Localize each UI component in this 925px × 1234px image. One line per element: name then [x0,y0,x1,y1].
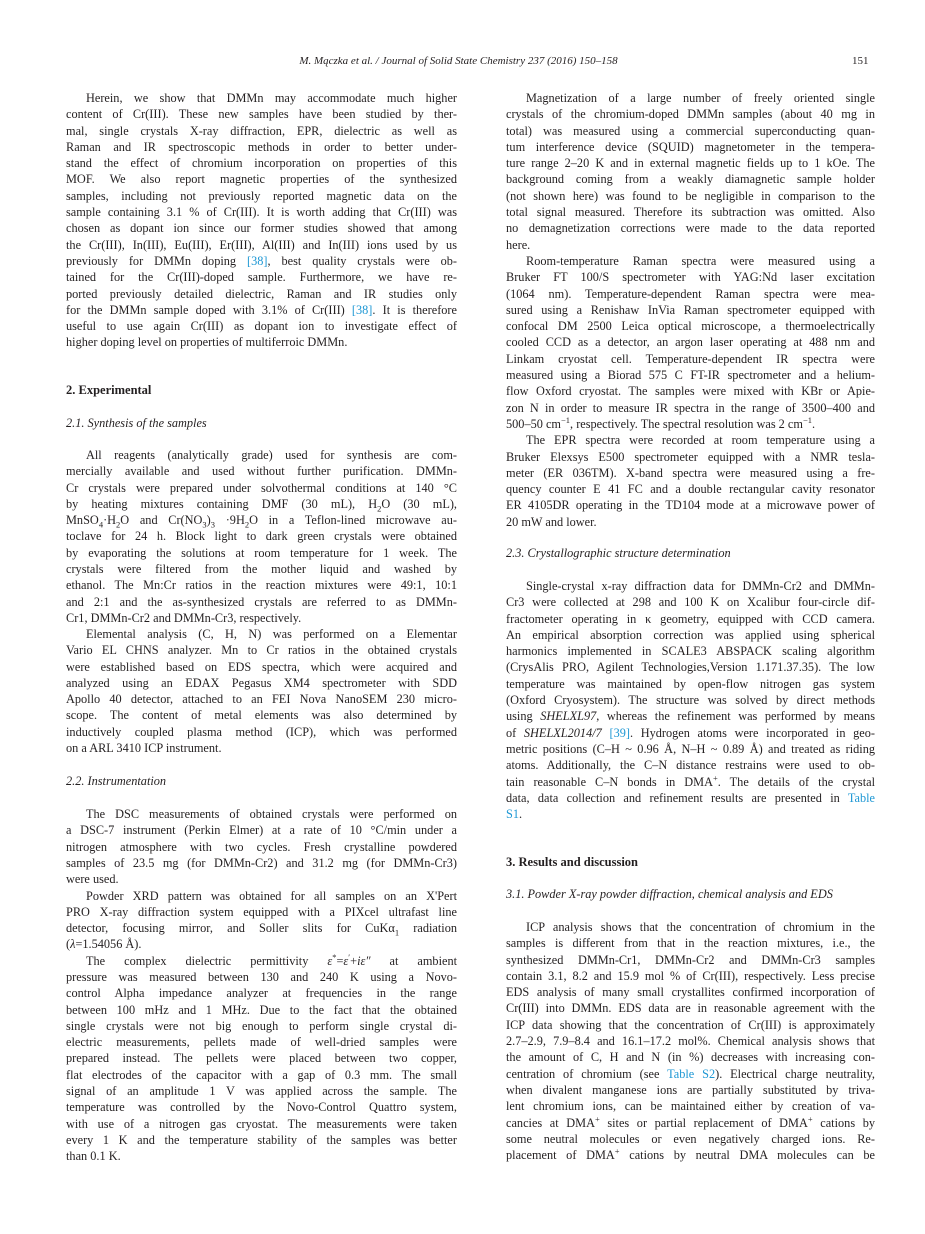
text-line [506,806,875,822]
reference-link[interactable]: [39] [609,725,630,740]
text-run: previously for DMMn doping [66,253,247,268]
text-line [66,642,457,658]
text-run: quency counter E 41 FC and a double rectangular cavity resonator [506,482,875,497]
text-line [506,1147,875,1163]
text-run: The EPR spectra were recorded at room temperature using a [526,433,875,448]
paragraph-synthesis [66,447,457,626]
text-run: no demagnetization corrections were made to the data reported [506,221,875,236]
italic-text: λ [70,937,76,952]
text-run: at ambient [370,953,457,968]
subscript: 3 [210,519,216,529]
paragraph-magnetization [506,90,875,253]
text-line [506,741,875,757]
text-line [66,496,457,512]
text-run: =1.54056 Å). [75,937,142,952]
text-run: + [350,953,358,968]
text-run: mercially available and used without further purification. DMMn- [66,464,457,479]
text-line [66,1018,457,1034]
subsection-heading-crystallographic: 2.3. Crystallographic structure determination [506,546,731,560]
reference-link[interactable]: [38] [351,302,373,317]
text-run: electric measurements, pellets made of well-dried samples were [66,1035,457,1050]
subsection-heading-instrumentation: 2.2. Instrumentation [66,774,167,788]
text-run: samples is different from that in the reaction mixtures, i.e., the [506,936,875,951]
text-line [506,449,875,465]
text-run: using [506,709,541,724]
text-line [66,839,457,855]
text-run: O (30 mL), [381,496,457,511]
text-run: cations by [812,1115,875,1130]
text-run: when divalent manganese ions are partially substituted by triva- [506,1082,875,1097]
text-run: the Cr(III), In(III), Eu(III), Er(III), Al(III) and In(III) ions used by us [66,237,457,252]
text-run: Cr1, DMMn-Cr2 and DMMn-Cr3, respectively. [66,610,302,625]
text-run: stand the effect of chromium incorporation on properties of this [66,156,457,171]
text-run: centration of chromium (see [506,1066,668,1081]
text-line [506,676,875,692]
text-run: The DSC measurements of obtained crystals were performed on [86,807,457,821]
text-run: cancies at DMA [506,1115,595,1130]
text-line [506,1017,875,1033]
text-run: O in a Teflon-lined microwave au- [249,513,457,528]
text-run: temperature was maintained by open-flow nitrogen gas system [506,676,875,691]
text-run: pressure was measured between 130 and 240 K using a Novo- [66,969,457,984]
text-line [506,611,875,627]
text-line [66,707,457,723]
text-line [66,871,457,887]
text-line [66,936,457,952]
text-line [506,725,875,741]
text-run: background coming from a weakly diamagnetic sample holder [506,172,875,187]
text-line [506,514,875,530]
text-line [66,610,457,626]
text-run: placement of DMA [506,1148,615,1163]
text-run: for the DMMn sample doped with 3.1% of Cr(III) [66,302,352,317]
text-run: (not shown here) was found to be negligible in comparison to the [506,188,875,203]
text-run: Cr(III) into DMMn. EDS data are in reasonable agreement with the [506,1001,875,1016]
text-run: cooled CCD as a detector, an argon laser operating at 488 nm and [506,335,875,350]
text-run: measured using a Biorad 575 C FT-IR spectrometer and a helium- [506,368,875,383]
text-run: EDS analysis of many small crystallites confirmed incorporation of [506,985,875,1000]
text-run: , whereas the refinement was performed by means [596,709,875,724]
text-line [66,334,457,350]
italic-text: iε″ [357,953,371,968]
text-run: prepared instead. The pellets were placed between two copper, [66,1051,457,1066]
paragraph-epr [506,432,875,530]
text-run: scope. The content of metal elements was also determined by [66,708,457,723]
text-line [66,269,457,285]
text-line [506,1049,875,1065]
paragraph-intro [66,90,457,351]
text-run: every 1 K and the temperature stability of the samples was better [66,1132,457,1147]
text-line [66,220,457,236]
text-line [506,351,875,367]
text-run: Cr3 were collected at 298 and 100 K on Xcalibur four-circle dif- [506,595,875,610]
text-run: O and Cr(NO [120,513,203,528]
text-run: were used. [66,872,119,887]
text-run: Bruker Elexsys E500 spectrometer equipped with a NMR tesla- [506,449,875,464]
text-line [506,155,875,171]
text-run: a DSC-7 instrument (Perkin Elmer) at a rate of 10 °C/min under a [66,823,457,838]
superscript: * [332,952,337,962]
text-run: tain reasonable C–N bonds in DMA [506,774,713,789]
text-line [506,188,875,204]
text-line [66,724,457,740]
reference-link[interactable]: Table S2 [667,1066,716,1081]
text-run: cations by neutral DMA molecules can be [619,1148,875,1163]
text-line [506,497,875,513]
text-line [66,1067,457,1083]
superscript: −1 [802,415,812,425]
text-line [506,952,875,968]
text-run: here. [506,237,531,252]
text-line [506,334,875,350]
text-line [506,253,875,269]
paragraph-xrd [66,888,457,953]
text-line [66,318,457,334]
text-run: temperature was controlled by the Novo-Control Quattro system, [66,1100,457,1115]
text-run: signal of an amplitude 1 V was applied across the sample. The [66,1084,457,1099]
text-line [66,253,457,269]
text-line [66,594,457,610]
reference-link[interactable]: S1 [506,807,519,822]
text-run: sured using a Renishaw InVia Raman spectrometer equipped with [506,302,875,317]
text-run: Vario EL CHNS analyzer. Mn to Cr ratios in the obtained crystals [66,643,457,658]
paragraph-crystallographic [506,578,875,822]
text-run: Raman and IR spectroscopic methods in order to better under- [66,139,457,154]
text-run: were established based on EDS spectra, which were acquired and [66,659,457,674]
text-run: Magnetization of a large number of freely oriented single [526,91,875,105]
text-run: ER 4105DR operating in the TD104 mode at a microwave power of [506,498,875,513]
text-line [66,888,457,904]
subscript: 2 [116,519,121,529]
text-line [66,985,457,1001]
text-line [506,659,875,675]
text-line [506,220,875,236]
text-run: ). Electrical charge neutrality, [715,1066,875,1081]
text-line [506,935,875,951]
text-run: tum interference device (SQUID) magnetometer in the tempera- [506,139,875,154]
text-line [66,528,457,544]
text-run: and 2:1 and the as-synthesized crystals are referred to as DMMn- [66,594,457,609]
text-run: inductively coupled plasma method (ICP), which was performed [66,724,457,739]
paragraph-dsc [66,806,457,887]
text-run: MOF. We also report magnetic properties of the synthesized [66,172,457,187]
text-run: ported previously detailed dielectric, Raman and IR studies only [66,286,457,301]
text-run: . Hydrogen atoms were incorporated in geo- [629,725,875,740]
text-line [66,855,457,871]
text-run: 20 mW and lower. [506,514,597,529]
text-run: metric positions (C–H ~ 0.96 Å, N–H ~ 0.89 Å) and treated as riding [506,741,875,756]
text-line [66,806,457,822]
text-run: content of Cr(III). These new samples have been studied by ther- [66,107,457,122]
text-run: between 100 mHz and 1 MHz. Due to the fact that the obtained [66,1002,457,1017]
text-run: . The details of the crystal [717,774,875,789]
text-line [66,90,457,106]
text-run: by heating mixtures containing DMF (30 mL), H [66,496,378,511]
text-run: An empirical absorption correction was applied using spherical [506,627,875,642]
text-line [506,204,875,220]
text-line [66,626,457,642]
text-run: total) was measured using a commercial superconducting quan- [506,123,875,138]
text-line [506,123,875,139]
text-line [506,286,875,302]
text-run: (CrysAlis PRO, Agilent Technologies,Version 1.171.37.35). The low [506,660,875,675]
text-line [66,188,457,204]
text-run: . [519,807,523,822]
page-number: 151 [852,55,869,67]
text-run: ethanol. The Mn:Cr ratios in the reaction mixtures were 49:1, 10:1 [66,578,457,593]
text-run: tained for the Cr(III)-doped sample. Furthermore, we have re- [66,270,457,285]
subscript: 1 [394,927,400,937]
text-run: Elemental analysis (C, H, N) was performed on a Elementar [86,627,457,641]
subscript: 2 [377,503,382,513]
superscript: + [594,1114,600,1124]
text-line [506,432,875,448]
text-line [506,578,875,594]
text-run: ture range 2–20 K and in external magnetic fields up to 1 kOe. The [506,156,875,171]
text-line [506,919,875,935]
text-line [66,286,457,302]
text-line [506,139,875,155]
text-line [66,1116,457,1132]
text-line [506,1082,875,1098]
paragraph-raman [506,253,875,432]
text-line [506,269,875,285]
text-run: Room-temperature Raman spectra were measured using a [526,254,875,268]
text-line [506,757,875,773]
text-line [506,481,875,497]
text-line [506,968,875,984]
text-line [66,1002,457,1018]
text-run: , respectively. The spectral resolution was 2 cm [570,416,803,431]
text-run: (1064 nm). Temperature-dependent Raman spectra were mea- [506,286,875,301]
text-line [506,594,875,610]
subsection-heading-powder-xrd: 3.1. Powder X-ray powder diffraction, chemical analysis and EDS [506,887,833,901]
text-line [506,1000,875,1016]
text-run: atoms. Additionally, the C–N distance restrains were used to ob- [506,758,875,773]
text-run: of [506,725,524,740]
text-line [66,953,457,969]
text-run: The complex dielectric permittivity [86,953,328,968]
text-run: sites or partial replacement of DMA [599,1115,808,1130]
italic-text: ε [327,953,333,968]
text-run: ) [206,513,211,528]
text-run: toclave for 24 h. Block light to dark green crystals were obtained [66,529,457,544]
text-run: synthesized DMMn-Cr1, DMMn-Cr2 and DMMn-Cr3 samples [506,952,875,967]
reference-link[interactable]: Table [847,790,875,805]
text-line [506,627,875,643]
text-line [506,90,875,106]
subscript: 3 [202,519,207,529]
text-line [506,1033,875,1049]
text-run: analyzed using an EDAX Pegasus XM4 spectrometer with SDD [66,675,457,690]
text-run: total signal measured. Therefore its subtraction was omitted. Also [506,205,875,220]
text-run: Bruker FT 100/S spectrometer with YAG:Nd laser excitation [506,270,875,285]
text-run: (Oxford Cryosystem). The structure was solved by direct methods [506,693,875,708]
text-line [506,1098,875,1114]
paragraph-elemental-analysis [66,626,457,756]
text-line [506,984,875,1000]
text-line [66,155,457,171]
text-run: Powder XRD pattern was obtained for all samples on an X'Pert [86,888,457,903]
text-run: , best quality crystals were ob- [267,253,457,268]
text-run: ICP data showing that the concentration of Cr(III) is approximately [506,1017,875,1032]
text-run: control Alpha impedance analyzer at frequencies in the range [66,986,457,1001]
text-line [66,659,457,675]
text-line [506,692,875,708]
text-run: harmonics implemented in SCALE3 ABSPACK scaling algorithm [506,644,875,659]
text-run: ·H [103,513,117,528]
subscript: 4 [98,519,104,529]
text-run: MnSO [66,513,99,528]
running-header [0,55,925,67]
superscript: −1 [561,415,571,425]
text-run: zon N in order to measure IR spectra in the range of 3500–400 and [506,400,875,415]
text-run: crystals were filtered from the mother liquid and washed by [66,562,457,577]
text-run: Cr crystals were prepared under solvothermal conditions at 140 °C [66,480,457,495]
text-run: single crystals were not big enough to perform single crystal di- [66,1018,457,1033]
text-run: lent chromium ions, can be maintained either by creation of va- [506,1099,875,1114]
text-line [506,416,875,432]
text-run: radiation [399,921,457,936]
superscript: ′ [348,952,351,962]
text-run: mal, single crystals X-ray diffraction, EPR, dielectric as well as [66,123,457,138]
text-line [506,237,875,253]
text-line [506,171,875,187]
text-run: 500–50 cm [506,416,561,431]
text-line [66,1099,457,1115]
text-line [66,1148,457,1164]
text-run: fractometer operating in κ geometry, equipped with CCD camera. [506,611,875,626]
text-line [66,237,457,253]
text-run: Single-crystal x-ray diffraction data for DMMn-Cr2 and DMMn- [526,579,875,593]
text-run: with use of a nitrogen gas cryostat. The measurements were taken [66,1116,457,1131]
text-run: Herein, we show that DMMn may accommodate much higher [86,91,457,105]
text-run: ICP analysis shows that the concentration of chromium in the [526,920,875,934]
text-run: = [336,953,344,968]
text-run: by evaporating the solutions at room temperature for 1 week. The [66,545,457,560]
text-run: ( [66,937,71,952]
text-run: on a ARL 3410 ICP instrument. [66,741,222,756]
text-run: contain 3.1, 8.2 and 15.9 mol % of Cr(III), respectively. Less precise [506,968,875,983]
text-line [506,367,875,383]
text-run: detector, focusing mirror, and Soller slits for CuKα [66,921,395,936]
subscript: 2 [244,519,250,529]
text-line [66,1050,457,1066]
text-line [66,675,457,691]
text-run: meter (ER 036TM). X-band spectra were measured using a fre- [506,465,875,480]
text-line [66,740,457,756]
superscript: + [712,773,718,783]
text-run: 2.7–2.9, 7.9–8.4 and 16.1–17.2 mol%. Chemical analysis shows that [506,1034,875,1049]
text-line [66,447,457,463]
text-run: useful to use again Cr(III) as dopant ion to investigate effect of [66,319,457,334]
text-line [66,969,457,985]
text-line [506,383,875,399]
italic-text: SHELXL2014/7 [523,725,602,740]
text-line [66,1083,457,1099]
text-run: crystals of the chromium-doped DMMn samples (about 40 mg in [506,107,875,122]
text-run: flow Oxford cryostat. The samples were mixed with KBr or Apie- [506,384,875,399]
text-line [506,1066,875,1082]
text-run: ·9H [215,513,245,528]
text-line [506,790,875,806]
text-line [506,106,875,122]
text-line [66,106,457,122]
text-line [66,904,457,920]
text-run: samples of 23.5 mg (for DMMn-Cr2) and 31.2 mg (for DMMn-Cr3) [66,855,457,870]
text-line [66,561,457,577]
text-line [66,139,457,155]
text-line [506,465,875,481]
text-run: Apollo 40 detector, attached to an FEI Nova NanoSEM 230 micro- [66,692,457,707]
text-run: than 0.1 K. [66,1149,121,1164]
text-line [506,1115,875,1131]
text-line [66,512,457,528]
text-line [66,463,457,479]
text-line [506,400,875,416]
italic-text: SHELXL97 [540,709,597,724]
text-line [66,123,457,139]
text-line [506,318,875,334]
text-line [66,822,457,838]
subsection-heading-synthesis: 2.1. Synthesis of the samples [66,416,207,430]
text-line [506,643,875,659]
text-run: All reagents (analytically grade) used for synthesis are com- [86,448,457,462]
section-heading-results: 3. Results and discussion [506,855,638,869]
text-line [506,1131,875,1147]
text-line [66,171,457,187]
text-run: Linkam cryostat cell. Temperature-dependent IR spectra were [506,351,875,366]
text-line [66,302,457,318]
running-title: M. Mączka et al. / Journal of Solid State Chemistry 237 (2016) 150–158 [299,55,618,67]
text-run: data, data collection and refinement results are presented in [506,790,848,805]
text-run: PRO X-ray diffraction system equipped with a PIXcel ultrafast line [66,904,457,919]
paragraph-dielectric [66,953,457,1165]
text-run: some neutral molecules or even negatively charged ions. Re- [506,1131,875,1146]
text-line [66,1132,457,1148]
text-run: nitrogen atmosphere with two cycles. Fresh crystalline powdered [66,839,457,854]
text-run: samples, including not previously reported magnetic data on the [66,188,457,203]
text-line [66,1034,457,1050]
text-line [66,545,457,561]
text-line [506,708,875,724]
superscript: + [614,1147,620,1157]
text-line [66,920,457,936]
text-line [66,480,457,496]
text-run: confocal DM 2500 Leica optical microscope, a thermoelectrically [506,319,875,334]
text-run: . [811,416,816,431]
section-heading-experimental: 2. Experimental [66,383,152,397]
text-line [66,204,457,220]
text-line [506,302,875,318]
superscript: + [807,1114,813,1124]
text-run: flat electrodes of the capacitor with a gap of 0.3 mm. The small [66,1067,457,1082]
italic-text: ε [343,953,349,968]
text-run: sample containing 3.1 % of Cr(III). It is worth adding that Cr(III) was [66,205,457,220]
text-run: higher doping level on properties of multiferroic DMMn. [66,335,348,350]
reference-link[interactable]: [38] [247,253,268,268]
text-line [66,691,457,707]
text-run: . It is therefore [372,302,457,317]
paragraph-icp-analysis [506,919,875,1163]
text-line [66,577,457,593]
text-line [506,774,875,790]
text-run: chosen as dopant ion since our former studies showed that among [66,221,457,236]
text-run: the amount of C, H and N (in %) decreases with increasing con- [506,1050,875,1065]
